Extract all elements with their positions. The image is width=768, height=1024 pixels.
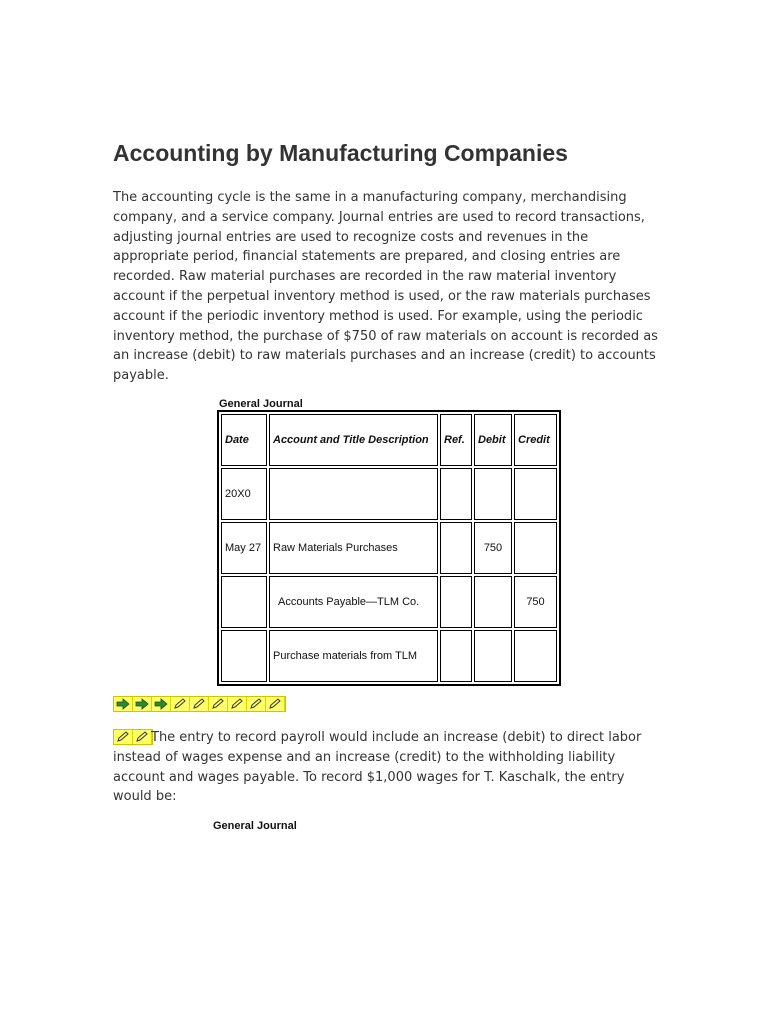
table-row: [221, 468, 557, 520]
header-credit: Credit: [514, 414, 557, 466]
pencil-icon[interactable]: [171, 697, 190, 711]
cell-date: May 27: [221, 522, 267, 574]
pencil-icon[interactable]: [209, 697, 228, 711]
cell-ref: [440, 630, 472, 682]
page-title: Accounting by Manufacturing Companies: [113, 140, 568, 166]
cell-ref: [440, 468, 472, 520]
payroll-paragraph: The entry to record payroll would include an increase (debit) to direct labor instead of wages expense and an increase (credit) to the withholding liability account and wages payable. To record $1,000 wages for T. Kaschalk, the entry would be:: [113, 730, 642, 805]
pointer-hand-icon[interactable]: [152, 697, 171, 711]
intro-paragraph: The accounting cycle is the same in a manufacturing company, merchandising company, and a service company. Journal entries are used to record transactions, adjusting journal entries are used to recognize costs and revenues in the appropriate period, financial statements are prepared, and closing entries are recorded. Raw material purchases are recorded in the raw material inventory account if the perpetual inventory method is used, or the raw materials purchases account if the periodic inventory method is used. For example, using the periodic inventory method, the purchase of $750 of raw materials on account is recorded as an increase (debit) to raw materials purchases and an increase (credit) to accounts payable.: [113, 190, 658, 384]
header-debit: Debit: [474, 414, 512, 466]
cell-debit: [474, 630, 512, 682]
cell-account: Accounts Payable—TLM Co.: [269, 576, 438, 628]
header-date: Date: [221, 414, 267, 466]
table-row: [221, 522, 557, 574]
header-ref: Ref.: [440, 414, 472, 466]
table-row: [221, 630, 557, 682]
cell-debit: 750: [474, 522, 512, 574]
cell-credit: [514, 468, 557, 520]
pointer-hand-icon[interactable]: [114, 697, 133, 711]
table-row: [221, 576, 557, 628]
table-header-row: [221, 414, 557, 466]
pencil-icon[interactable]: [266, 697, 285, 711]
header-account: Account and Title Description: [269, 414, 438, 466]
pencil-icon[interactable]: [228, 697, 247, 711]
pencil-icon[interactable]: [190, 697, 209, 711]
cell-debit: [474, 576, 512, 628]
cell-debit: [474, 468, 512, 520]
pencil-icon[interactable]: [247, 697, 266, 711]
cell-date: [221, 630, 267, 682]
cell-date: [221, 576, 267, 628]
cell-account: [269, 468, 438, 520]
cell-credit: [514, 630, 557, 682]
icon-strip: [113, 696, 286, 712]
cell-account: Purchase materials from TLM: [269, 630, 438, 682]
journal-heading: General Journal: [219, 398, 303, 410]
cell-date: 20X0: [221, 468, 267, 520]
general-journal-table: [217, 410, 561, 686]
cell-credit: 750: [514, 576, 557, 628]
cell-ref: [440, 576, 472, 628]
cell-credit: [514, 522, 557, 574]
cell-ref: [440, 522, 472, 574]
journal-heading-2: General Journal: [213, 820, 297, 832]
pointer-hand-icon[interactable]: [133, 697, 152, 711]
cell-account: Raw Materials Purchases: [269, 522, 438, 574]
